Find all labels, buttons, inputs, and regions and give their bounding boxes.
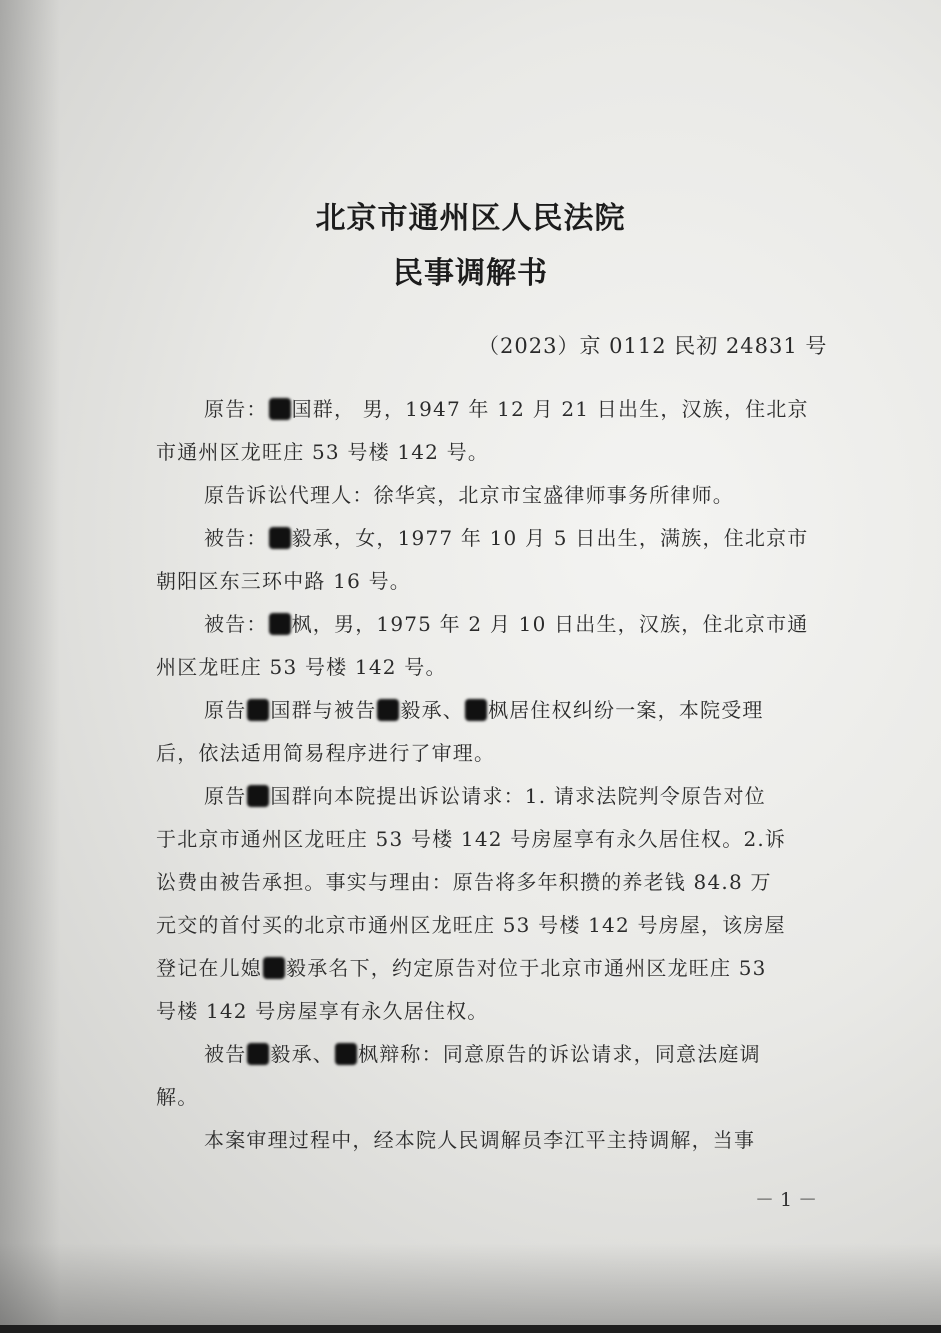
body-line: 解。 — [156, 1085, 199, 1109]
body-line: 讼费由被告承担。事实与理由：原告将多年积攒的养老钱 84.8 万 — [156, 870, 772, 894]
body-line — [204, 522, 808, 551]
text-segment: 登记在儿媳 — [156, 956, 262, 980]
court-name-title: 北京市通州区人民法院 — [315, 201, 626, 236]
text-segment: 原告： — [204, 397, 268, 421]
document-type-title: 民事调解书 — [393, 256, 548, 291]
text-segment: 原告 — [204, 698, 247, 722]
text-segment: 国群与被告 — [270, 698, 377, 722]
redaction-mark — [377, 699, 399, 721]
text-segment: 枫居住权纠纷一案，本院受理 — [488, 698, 764, 722]
body-line: 于北京市通州区龙旺庄 53 号楼 142 号房屋享有永久居住权。2.诉 — [156, 827, 787, 851]
body-line: 市通州区龙旺庄 53 号楼 142 号。 — [156, 440, 490, 464]
redaction-mark — [269, 613, 291, 635]
text-segment: 枫，男，1975 年 2 月 10 日出生，汉族，住北京市通 — [291, 612, 809, 636]
text-segment: 被告： — [204, 612, 268, 636]
page-shadow-bottom — [0, 1243, 941, 1333]
body-line: 元交的首付买的北京市通州区龙旺庄 53 号楼 142 号房屋，该房屋 — [156, 913, 786, 937]
text-segment: 毅承、 — [400, 698, 465, 722]
redaction-mark — [269, 527, 291, 549]
body-line: 后，依法适用简易程序进行了审理。 — [156, 741, 496, 765]
text-segment: 国群向本院提出诉讼请求：1. 请求法院判令原告对位 — [270, 784, 766, 808]
body-line: 本案审理过程中，经本院人民调解员李江平主持调解，当事 — [204, 1128, 756, 1152]
body-line — [204, 393, 809, 422]
redaction-mark — [247, 699, 269, 721]
redaction-mark — [247, 785, 269, 807]
body-line: 州区龙旺庄 53 号楼 142 号。 — [156, 655, 447, 679]
body-line — [156, 952, 767, 981]
body-line: 原告诉讼代理人：徐华宾，北京市宝盛律师事务所律师。 — [204, 483, 734, 507]
page-number: － 1 － — [755, 1189, 818, 1211]
redaction-mark — [335, 1043, 357, 1065]
text-segment: 毅承名下，约定原告对位于北京市通州区龙旺庄 53 — [286, 956, 767, 980]
body-line: 朝阳区东三环中路 16 号。 — [156, 569, 411, 593]
body-line — [204, 780, 766, 809]
text-segment: 被告： — [204, 526, 268, 550]
text-segment: 原告 — [204, 784, 247, 808]
redaction-mark — [263, 957, 285, 979]
body-line — [204, 608, 808, 637]
text-segment: 毅承，女，1977 年 10 月 5 日出生，满族，住北京市 — [291, 526, 809, 550]
redaction-mark — [247, 1043, 269, 1065]
body-line: 号楼 142 号房屋享有永久居住权。 — [156, 999, 489, 1023]
body-line — [204, 1038, 761, 1067]
redaction-mark — [465, 699, 487, 721]
text-segment: 国群， 男，1947 年 12 月 21 日出生，汉族，住北京 — [291, 397, 809, 421]
case-number: （2023）京 0112 民初 24831 号 — [478, 334, 828, 358]
redaction-mark — [269, 398, 291, 420]
text-segment: 毅承、 — [270, 1042, 335, 1066]
page-edge — [0, 1325, 941, 1333]
body-line — [204, 694, 764, 723]
text-segment: 被告 — [204, 1042, 247, 1066]
text-segment: 枫辩称：同意原告的诉讼请求，同意法庭调 — [358, 1042, 761, 1066]
